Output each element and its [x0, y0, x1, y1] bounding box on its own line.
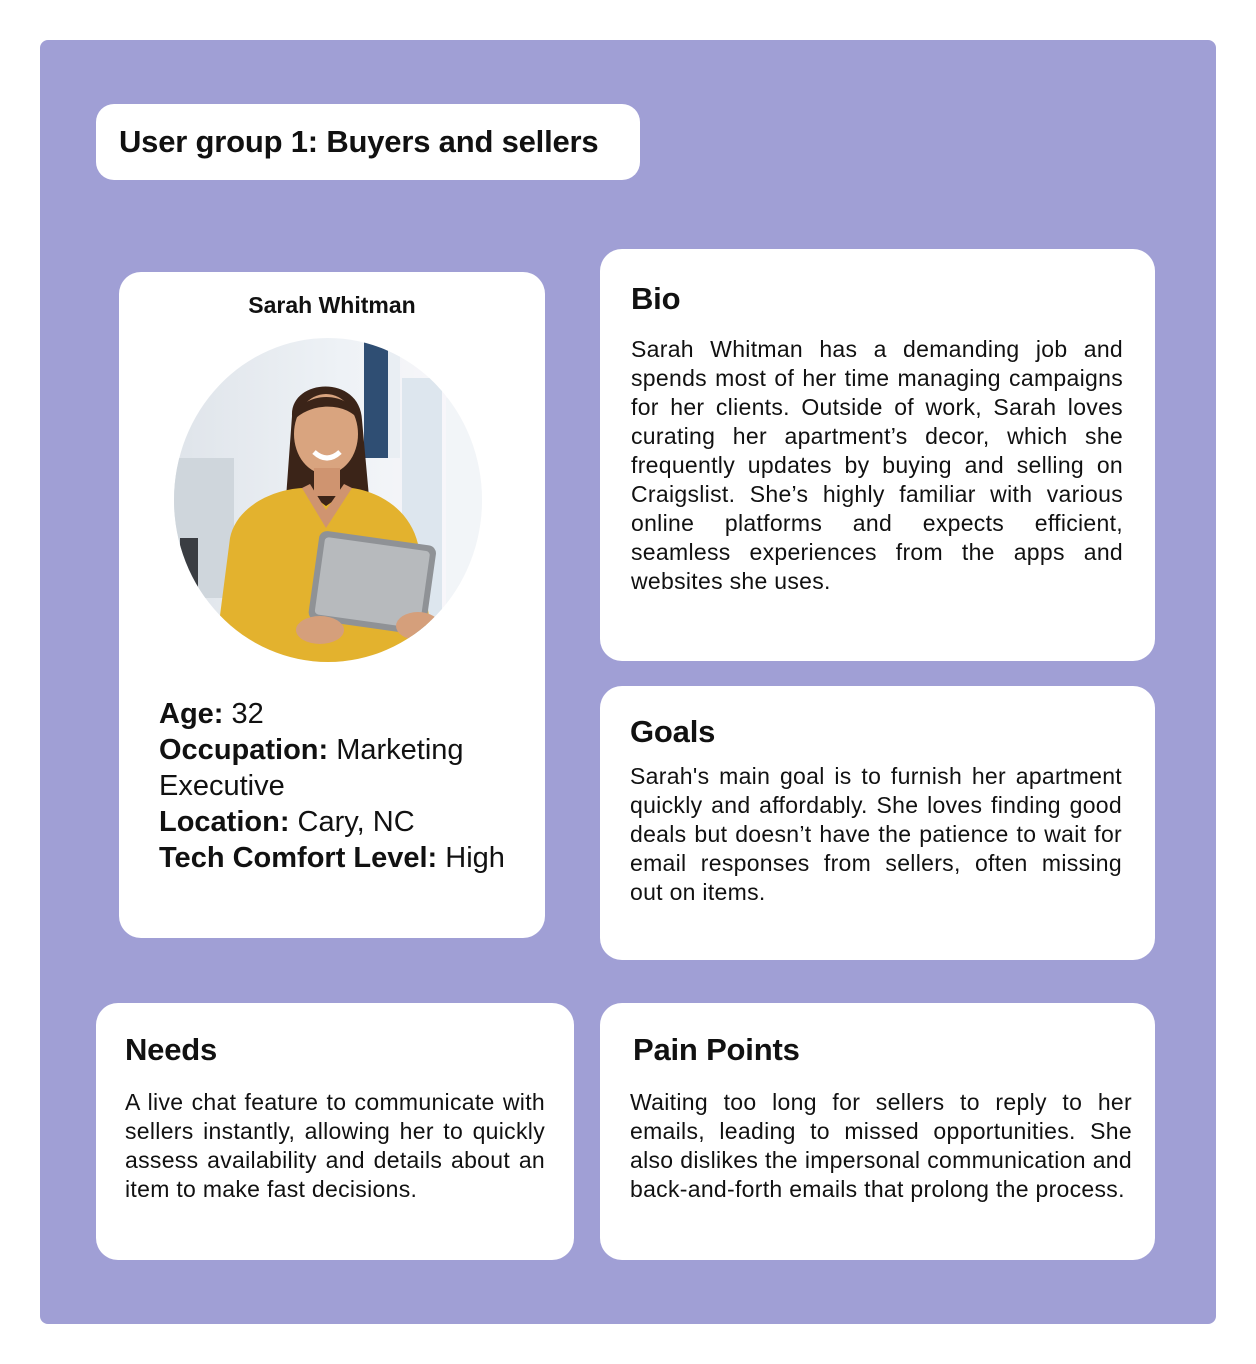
bio-heading: Bio [631, 281, 681, 316]
needs-heading: Needs [125, 1032, 218, 1067]
fact-location [159, 804, 539, 840]
fact-value: 32 [223, 698, 264, 730]
needs-text: A live chat feature to communicate with sellers instantly, allowing her to quickly assess availability and details about an item to make fast decisions. [125, 1089, 545, 1202]
pain-points-card [600, 1003, 1155, 1260]
persona-name: Sarah Whitman [248, 292, 416, 318]
goals-heading: Goals [630, 714, 716, 749]
fact-value: Marketing Executive [159, 734, 464, 802]
bio-text: Sarah Whitman has a demanding job and spends most of her time managing campaigns for her clients. Outside of work, Sarah loves curating her apartment’s decor, which she frequently updates by buying and selling on Craigslist. She’s highly familiar with various online platforms and expects efficient, seamless experiences from the apps and websites she uses. [631, 336, 1123, 594]
fact-tech-comfort [159, 840, 539, 876]
fact-label: Age: [159, 698, 224, 730]
pain-points-heading: Pain Points [633, 1032, 800, 1067]
fact-value: High [437, 842, 505, 874]
needs-card [96, 1003, 574, 1260]
fact-value: Cary, NC [289, 806, 415, 838]
goals-text: Sarah's main goal is to furnish her apartment quickly and affordably. She loves finding good deals but doesn’t have the patience to wait for email responses from sellers, often missing out on items. [630, 763, 1122, 905]
fact-age [159, 696, 539, 732]
fact-label: Location: [159, 806, 290, 838]
page-title [96, 104, 640, 180]
fact-occupation [159, 732, 539, 804]
persona-profile-card [119, 272, 545, 938]
fact-label: Tech Comfort Level: [159, 842, 438, 874]
fact-label: Occupation: [159, 734, 329, 766]
woman-with-tablet-portrait-icon [174, 338, 482, 662]
goals-card [600, 686, 1155, 960]
pain-points-text: Waiting too long for sellers to reply to her emails, leading to missed opportunities. She also dislikes the impersonal communication and back-and-forth emails that prolong the process. [630, 1089, 1132, 1202]
bio-card [600, 249, 1155, 661]
persona-facts [159, 696, 539, 876]
page-title-text: User group 1: Buyers and sellers [119, 124, 599, 159]
